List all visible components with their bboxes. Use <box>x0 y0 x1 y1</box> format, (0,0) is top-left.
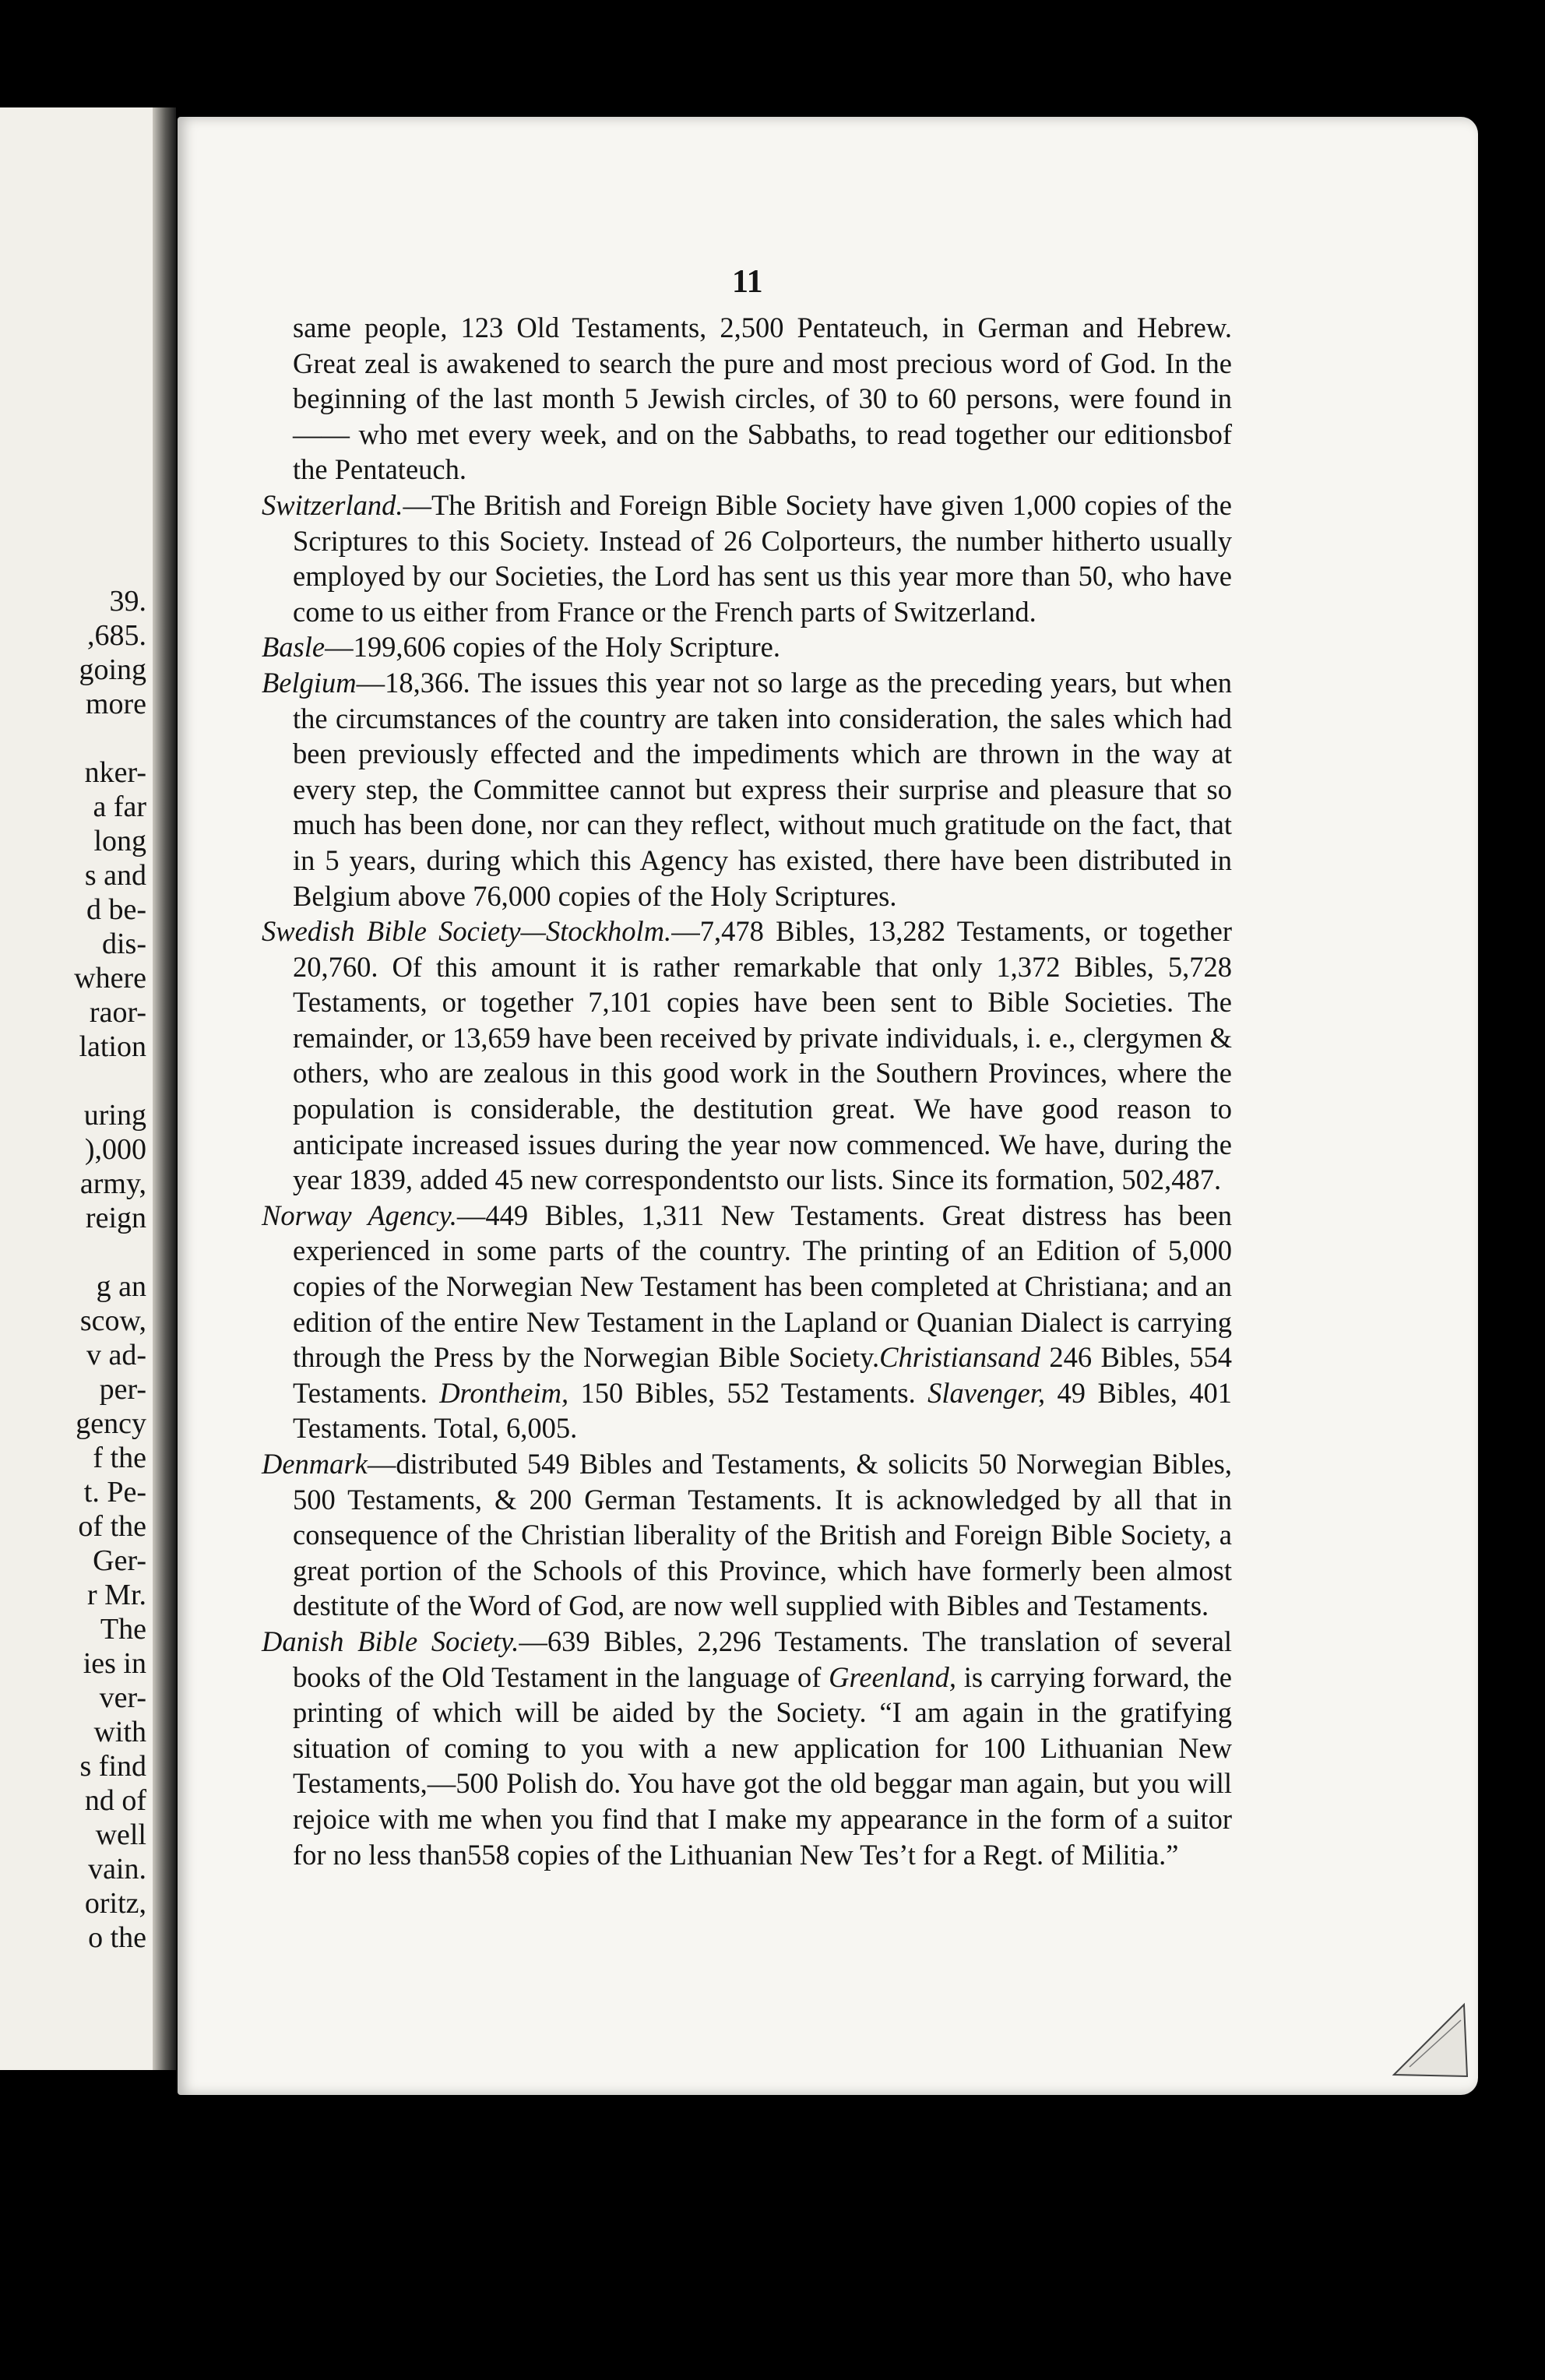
left-page-fragment: reign <box>85 1202 146 1234</box>
left-page-fragment: more <box>85 688 146 720</box>
left-page-fragment: well <box>95 1818 146 1851</box>
entry-text: —The British and Foreign Bible Society have given 1,000 copies of the Scriptures to this Society. Instead of 26 Colporteurs, the number hitherto usually employed by our Societies, the Lord has sent us this year more than 50, who have come to us either from France or the French parts of Switzerland. <box>293 488 1232 628</box>
entry-text: —449 Bibles, 1,311 New Testaments. Great distress has been experienced in some parts of the country. The printing of an Edition of 5,000 copies of the Norwegian New Testament has been completed at Christiana; and an edition of the entire New Testament in the Lapland or Quanian Dialect is carrying through the Press by the Norwegian Bible Society. <box>293 1199 1232 1374</box>
left-page-fragment: d be- <box>86 893 146 926</box>
entry-text: 246 Bibles, 554 Testaments. <box>293 1341 1232 1409</box>
entry-place-name: Greenland, <box>829 1660 957 1693</box>
left-page-text-fragments <box>0 584 146 1955</box>
left-page-fragment: a far <box>93 790 146 823</box>
entry-place-name: Christiansand <box>879 1341 1041 1374</box>
left-page-fragment: nker- <box>84 756 146 789</box>
left-page-fragment: The <box>100 1613 146 1646</box>
text-entry <box>262 1198 1232 1446</box>
left-page-fragment: per- <box>99 1373 146 1406</box>
left-page-fragment: 39. <box>109 585 146 618</box>
left-page-fragment: of the <box>78 1510 146 1543</box>
page-gutter <box>153 107 176 2070</box>
left-page-fragment <box>0 1064 146 1098</box>
left-page-fragment: vain. <box>88 1853 146 1885</box>
left-page-fragment: s and <box>84 859 146 892</box>
text-entry <box>262 310 1232 488</box>
text-entry <box>262 488 1232 629</box>
entry-heading: Denmark <box>262 1448 368 1480</box>
left-page-fragment: ies in <box>83 1647 146 1680</box>
left-page-fragment <box>0 1235 146 1269</box>
entry-text: —7,478 Bibles, 13,282 Testaments, or together 20,760. Of this amount it is rather remarkable that only 1,372 Bibles, 5,728 Testaments, or together 7,101 copies have been sent to Bible Societies. The remainder, or 13,659 have been received by private individuals, i. e., clergymen & others, who are zealous in this good work in the Southern Provinces, where the population is considerable, the destitution great. We have good reason to anticipate increased issues during the year now commenced. We have, during the year 1839, added 45 new correspondentsto our lists. Since its formation, 502,487. <box>293 915 1232 1196</box>
left-page-fragment: oritz, <box>84 1887 146 1920</box>
left-page-fragment <box>0 721 146 755</box>
left-page-fragment: ,685. <box>87 619 146 652</box>
left-page-fragment: scow, <box>79 1304 146 1337</box>
text-entry <box>262 629 1232 665</box>
left-page-fragment: lation <box>79 1030 146 1063</box>
text-entry <box>262 665 1232 914</box>
left-page-fragment: f the <box>93 1442 146 1474</box>
left-page-fragment: army, <box>79 1167 146 1200</box>
left-page-fragment: t. Pe- <box>83 1476 146 1509</box>
left-page-fragment: where <box>74 962 146 995</box>
page-number: 11 <box>732 264 763 300</box>
left-page-fragment: raor- <box>89 996 146 1029</box>
entry-heading: Basle <box>262 631 326 664</box>
entry-place-name: Drontheim, <box>439 1376 569 1409</box>
left-page-fragment: v ad- <box>86 1339 146 1371</box>
left-page-fragment: ),000 <box>84 1133 146 1166</box>
body-text <box>262 310 1232 1872</box>
entry-text: —199,606 copies of the Holy Scripture. <box>325 631 781 664</box>
page-curl-icon <box>1386 1989 1472 2082</box>
left-page-fragment: g an <box>96 1270 146 1303</box>
left-page-fragment: r Mr. <box>87 1579 146 1611</box>
left-page-fragment: Ger- <box>93 1544 146 1577</box>
left-page-fragment: uring <box>83 1099 146 1132</box>
left-page-fragment: going <box>79 653 146 686</box>
left-page-fragment: s find <box>79 1750 146 1783</box>
entry-text: —639 Bibles, 2,296 Testaments. The translation of several books of the Old Testament in the language of <box>293 1625 1233 1693</box>
entry-heading: Switzerland. <box>262 488 403 521</box>
entry-place-name: Slavenger, <box>927 1376 1046 1409</box>
left-page-fragment: dis- <box>102 928 146 960</box>
left-page-fragment: long <box>93 825 146 857</box>
text-entry <box>262 1624 1232 1872</box>
entry-heading: Danish Bible Society. <box>262 1625 519 1657</box>
entry-heading: Swedish Bible Society—Stockholm. <box>262 915 672 948</box>
text-entry <box>262 1446 1232 1624</box>
entry-heading: Norway Agency. <box>262 1199 457 1231</box>
left-page-fragment: nd of <box>84 1784 146 1817</box>
entry-text: —18,366. The issues this year not so large as the preceding years, but when the circumstances of the country are taken into consideration, the sales which had been previously effected and the impediments which are thrown in the way at every step, the Committee cannot but express their surprise and pleasure that so much has been done, nor can they reflect, without much gratitude on the fact, that in 5 years, during which this Agency has existed, there have been distributed in Belgium above 76,000 copies of the Holy Scriptures. <box>293 666 1232 912</box>
left-page-fragment: o the <box>88 1921 146 1954</box>
left-page-fragment: gency <box>76 1407 146 1440</box>
left-page-fragment: ver- <box>99 1681 146 1714</box>
entry-text: —distributed 549 Bibles and Testaments, & solicits 50 Norwegian Bibles, 500 Testaments, & 200 German Testaments. It is acknowledged by all that in consequence of the Christian liberality of the British and Foreign Bible Society, a great portion of the Schools of this Province, which have formerly been almost destitute of the Word of God, are now well supplied with Bibles and Testaments. <box>293 1448 1232 1622</box>
left-page-fragment: with <box>93 1716 146 1748</box>
entry-text: same people, 123 Old Testaments, 2,500 Pentateuch, in German and Hebrew. Great zeal is awakened to search the pure and most precious word of God. In the beginning of the last month 5 Jewish circles, of 30 to 60 persons, were found in —— who met every week, and on the Sabbaths, to read together our editionsbof the Pentateuch. <box>293 312 1232 486</box>
entry-heading: Belgium <box>262 666 357 699</box>
entry-text: 49 Bibles, 401 Testaments. Total, 6,005. <box>293 1376 1232 1445</box>
entry-text: 150 Bibles, 552 Testaments. <box>568 1376 928 1409</box>
text-entry <box>262 914 1232 1198</box>
entry-text: is carrying forward, the printing of which will be aided by the Society. “I am again in the gratifying situation of coming to you with a new application for 100 Lithuanian New Testaments,—500 Polish do. You have got the old beggar man again, but you will rejoice with me when you find that I make my appearance in the form of a suitor for no less than558 copies of the Lithuanian New Tes’t for a Regt. of Militia.” <box>293 1660 1232 1871</box>
left-page <box>0 107 156 2070</box>
